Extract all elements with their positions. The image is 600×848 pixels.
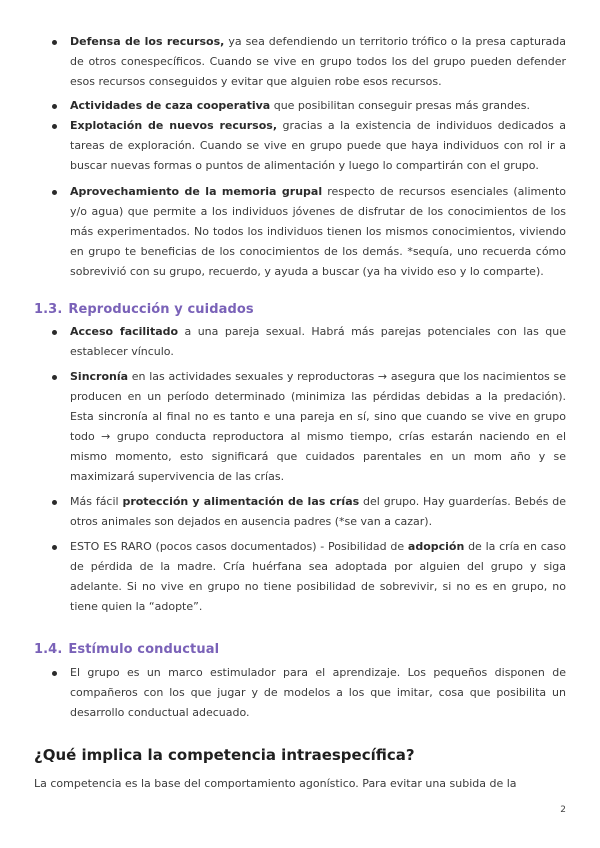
list-item <box>0 96 600 116</box>
item-bold: Explotación de nuevos recursos, <box>70 119 278 132</box>
item-text: El grupo es un marco estimulador para el aprendizaje. Los pequeños disponen de compañeros con los que jugar y de modelos a los que imitar, cosa que posibilita un desarrollo conductual adecuado. <box>70 666 566 719</box>
section-heading <box>34 302 254 317</box>
item-text: que posibilitan conseguir presas más grandes. <box>270 99 530 112</box>
bullet-icon <box>52 500 57 505</box>
item-bold: Acceso facilitado <box>70 325 179 338</box>
item-bold: Actividades de caza cooperativa <box>70 99 271 112</box>
item-text: respecto de recursos esenciales (alimento y/o agua) que permite a los individuos jóvenes de disfrutar de los conocimientos de los más experimentados. No todos los individuos tienen los mismos conocimientos, viviendo en grupo te beneficias de los conocimientos de los demás. *sequía, uno recuerda cómo sobrevivió con su grupo, recuerdo, y ayuda a buscar (ya ha vivido eso y lo comparte). <box>70 185 567 278</box>
item-text: del grupo. Hay guarderías. Bebés de otros animales son dejados en ausencia padres (*se van a cazar). <box>70 495 567 528</box>
list-item <box>0 32 600 92</box>
item-bold: Sincronía <box>70 370 129 383</box>
section-heading <box>34 642 219 657</box>
section-number: 1.4. <box>34 642 63 657</box>
section-title: Reproducción y cuidados <box>68 302 254 317</box>
bullet-icon <box>52 124 57 129</box>
item-text: ya sea defendiendo un territorio trófico o la presa capturada de otros conespecíficos. Cuando se vive en grupo todos los del grupo pueden defender esos recursos conseguidos y evitar que alguien robe esos recursos. <box>70 35 566 88</box>
item-bold: protección y alimentación de las crías <box>122 495 360 508</box>
bullet-icon <box>52 40 57 45</box>
section-title: Estímulo conductual <box>68 642 220 657</box>
bullet-icon <box>52 545 57 550</box>
bullet-icon <box>52 190 57 195</box>
stimulus-list <box>0 663 600 723</box>
item-text: de la cría en caso de pérdida de la madre. Cría huérfana sea adoptada por alguien del grupo y siga adelante. Si no vive en grupo no tiene posibilidad de sobrevivir, si no es en grupo, no tiene quien la “adopte”. <box>70 540 566 613</box>
bullet-icon <box>52 671 57 676</box>
bullet-icon <box>52 104 57 109</box>
list-item <box>0 367 600 487</box>
item-bold: Aprovechamiento de la memoria grupal <box>70 185 323 198</box>
item-text: a una pareja sexual. Habrá más parejas potenciales con las que establecer vínculo. <box>70 325 566 358</box>
bullet-icon <box>52 330 57 335</box>
list-item: ESTO ES RARO (pocos casos documentados) - Posibilidad de adopción de la cría en caso de pérdida de la madre. Cría huérfana sea adoptada por alguien del grupo y siga adelante. Si no vive en grupo no tiene posibilidad de sobrevivir, si no es en grupo, no tiene quien la “adopte”. <box>0 537 600 617</box>
list-item <box>0 116 600 176</box>
list-item <box>0 322 600 362</box>
reproduction-list <box>0 322 600 617</box>
page-heading: ¿Qué implica la competencia intraespecífica? <box>34 746 415 764</box>
item-bold: Defensa de los recursos, <box>70 35 225 48</box>
section-number: 1.3. <box>34 302 63 317</box>
item-text: gracias a la existencia de individuos dedicados a tareas de exploración. Cuando se vive en grupo puede que haya individuos con rol ir a buscar nuevas formas o puntos de alimentación y luego lo compartirán con el grupo. <box>70 119 566 172</box>
resources-list <box>0 32 600 282</box>
page-number: 2 <box>560 805 566 815</box>
list-item: Más fácil protección y alimentación de las crías del grupo. Hay guarderías. Bebés de otros animales son dejados en ausencia padres (*se van a cazar). <box>0 492 600 532</box>
bullet-icon <box>52 375 57 380</box>
item-text: en las actividades sexuales y reproductoras → asegura que los nacimientos se producen en un período determinado (minimiza las pérdidas debidas a la predación). Esta sincronía al final no es tanto e una pareja en sí, sino que cuando se vive en grupo todo → grupo conducta reproductora al mismo tiempo, crías estarán naciendo en el mismo momento, esto significará que cuidados parentales en un mom año y se maximizará supervivencia de las crías. <box>70 370 566 483</box>
body-paragraph: La competencia es la base del comportamiento agonístico. Para evitar una subida de la <box>34 777 517 790</box>
item-bold: adopción <box>407 540 465 553</box>
list-item <box>0 182 600 282</box>
list-item <box>0 663 600 723</box>
